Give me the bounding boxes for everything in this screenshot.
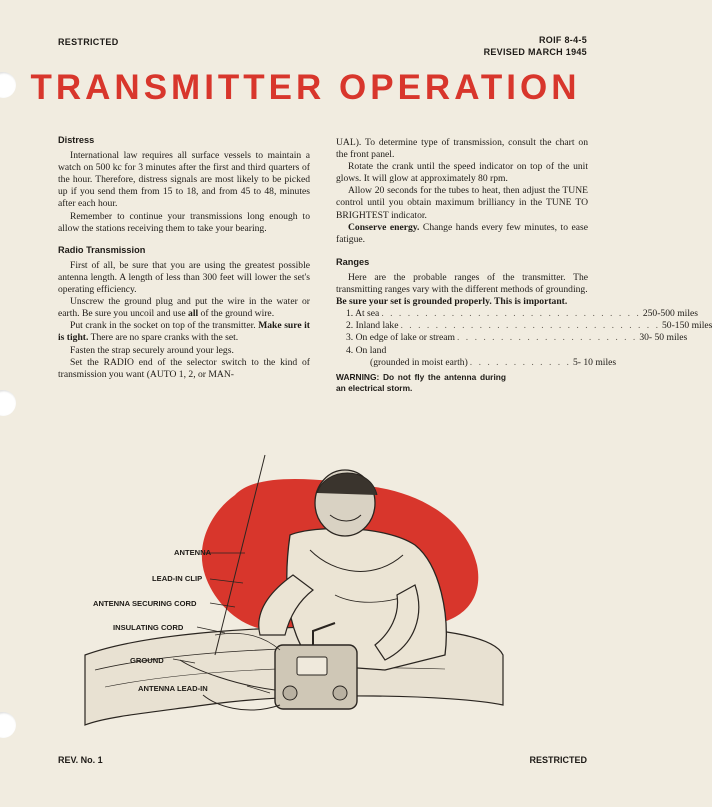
radio-paragraph-4: Fasten the strap securely around your legs. bbox=[70, 344, 234, 356]
ranges-list bbox=[336, 308, 712, 368]
range-item: 3. On edge of lake or stream . . . . . . . . . . . . . . . . . . . . . 30- 50 miles bbox=[346, 332, 688, 344]
radio-transmission-heading: Radio Transmission bbox=[58, 244, 146, 255]
distress-heading: Distress bbox=[58, 135, 95, 145]
ranges-intro: Here are the probable ranges of the transmitter. The transmitting ranges vary with the different methods of grounding. bbox=[336, 271, 588, 296]
footer-classification: RESTRICTED bbox=[529, 755, 587, 765]
storm-warning: WARNING: Do not fly the antenna during an electrical storm. bbox=[336, 371, 506, 393]
label-antenna-securing-cord: ANTENNA SECURING CORD bbox=[93, 599, 197, 608]
binder-hole-middle bbox=[0, 390, 16, 416]
page-title: TRANSMITTER OPERATION bbox=[30, 68, 581, 107]
label-lead-in-clip: LEAD-IN CLIP bbox=[152, 574, 203, 583]
right-paragraph-2: Rotate the crank until the speed indicator on top of the unit glows. It will glow at approximately 80 rpm. bbox=[336, 161, 588, 185]
radio-paragraph-2: Unscrew the ground plug and put the wire in the water or earth. Be sure you uncoil and use all of the ground wire. bbox=[58, 296, 310, 320]
label-ground: GROUND bbox=[130, 656, 164, 665]
distress-paragraph-1: International law requires all surface vessels to maintain a watch on 500 kc for 3 minutes after the first and third quarters of the hour. Therefore, distress signals are most likely to be picked up if you send them from 15 to 18, and from 45 to 48, minutes after each hour. bbox=[58, 150, 310, 210]
range-item: (grounded in moist earth) . . . . . . . . . . . . 5- 10 miles bbox=[370, 356, 617, 368]
ground-note: Be sure your set is grounded properly. This is important. bbox=[336, 296, 568, 308]
header-classification: RESTRICTED bbox=[58, 37, 119, 47]
right-column bbox=[336, 137, 712, 394]
right-paragraph-1: UAL). To determine type of transmission, consult the chart on the front panel. bbox=[336, 137, 588, 161]
radio-paragraph-1: First of all, be sure that you are using the greatest possible antenna length. A length of less than 300 feet will lower the set's operating efficiency. bbox=[58, 259, 310, 296]
right-paragraph-3: Allow 20 seconds for the tubes to heat, then adjust the TUNE control until you obtain maximum brilliancy in the TUNE TO BRIGHTEST indicator. bbox=[336, 185, 588, 221]
header-revised: REVISED MARCH 1945 bbox=[483, 47, 587, 57]
label-insulating-cord: INSULATING CORD bbox=[113, 623, 184, 632]
label-antenna-lead-in: ANTENNA LEAD-IN bbox=[138, 684, 208, 693]
binder-hole-bottom bbox=[0, 712, 16, 738]
header-doc-id: ROIF 8-4-5 bbox=[538, 35, 587, 45]
footer-revision: REV. No. 1 bbox=[58, 755, 103, 765]
left-column bbox=[58, 134, 310, 381]
range-item: 2. Inland lake . . . . . . . . . . . . . . . . . . . . . . . . . . . . . . 50-150 miles bbox=[346, 320, 712, 332]
range-item: 1. At sea . . . . . . . . . . . . . . . . . . . . . . . . . . . . . . 250-500 miles bbox=[346, 308, 698, 320]
ranges-heading: Ranges bbox=[336, 256, 370, 267]
radio-paragraph-3: Put crank in the socket on top of the transmitter. Make sure it is tight. There are no spare cranks with the set. bbox=[58, 320, 311, 344]
range-item: 4. On land bbox=[346, 344, 387, 356]
distress-paragraph-2: Remember to continue your transmissions long enough to allow the stations receiving them to take your bearing. bbox=[58, 210, 310, 234]
label-antenna: ANTENNA bbox=[174, 548, 212, 557]
radio-paragraph-5: Set the RADIO end of the selector switch to the kind of transmission you want (AUTO 1, 2, or MAN- bbox=[58, 356, 310, 380]
right-paragraph-4: Conserve energy. Change hands every few minutes, to ease fatigue. bbox=[336, 221, 588, 245]
